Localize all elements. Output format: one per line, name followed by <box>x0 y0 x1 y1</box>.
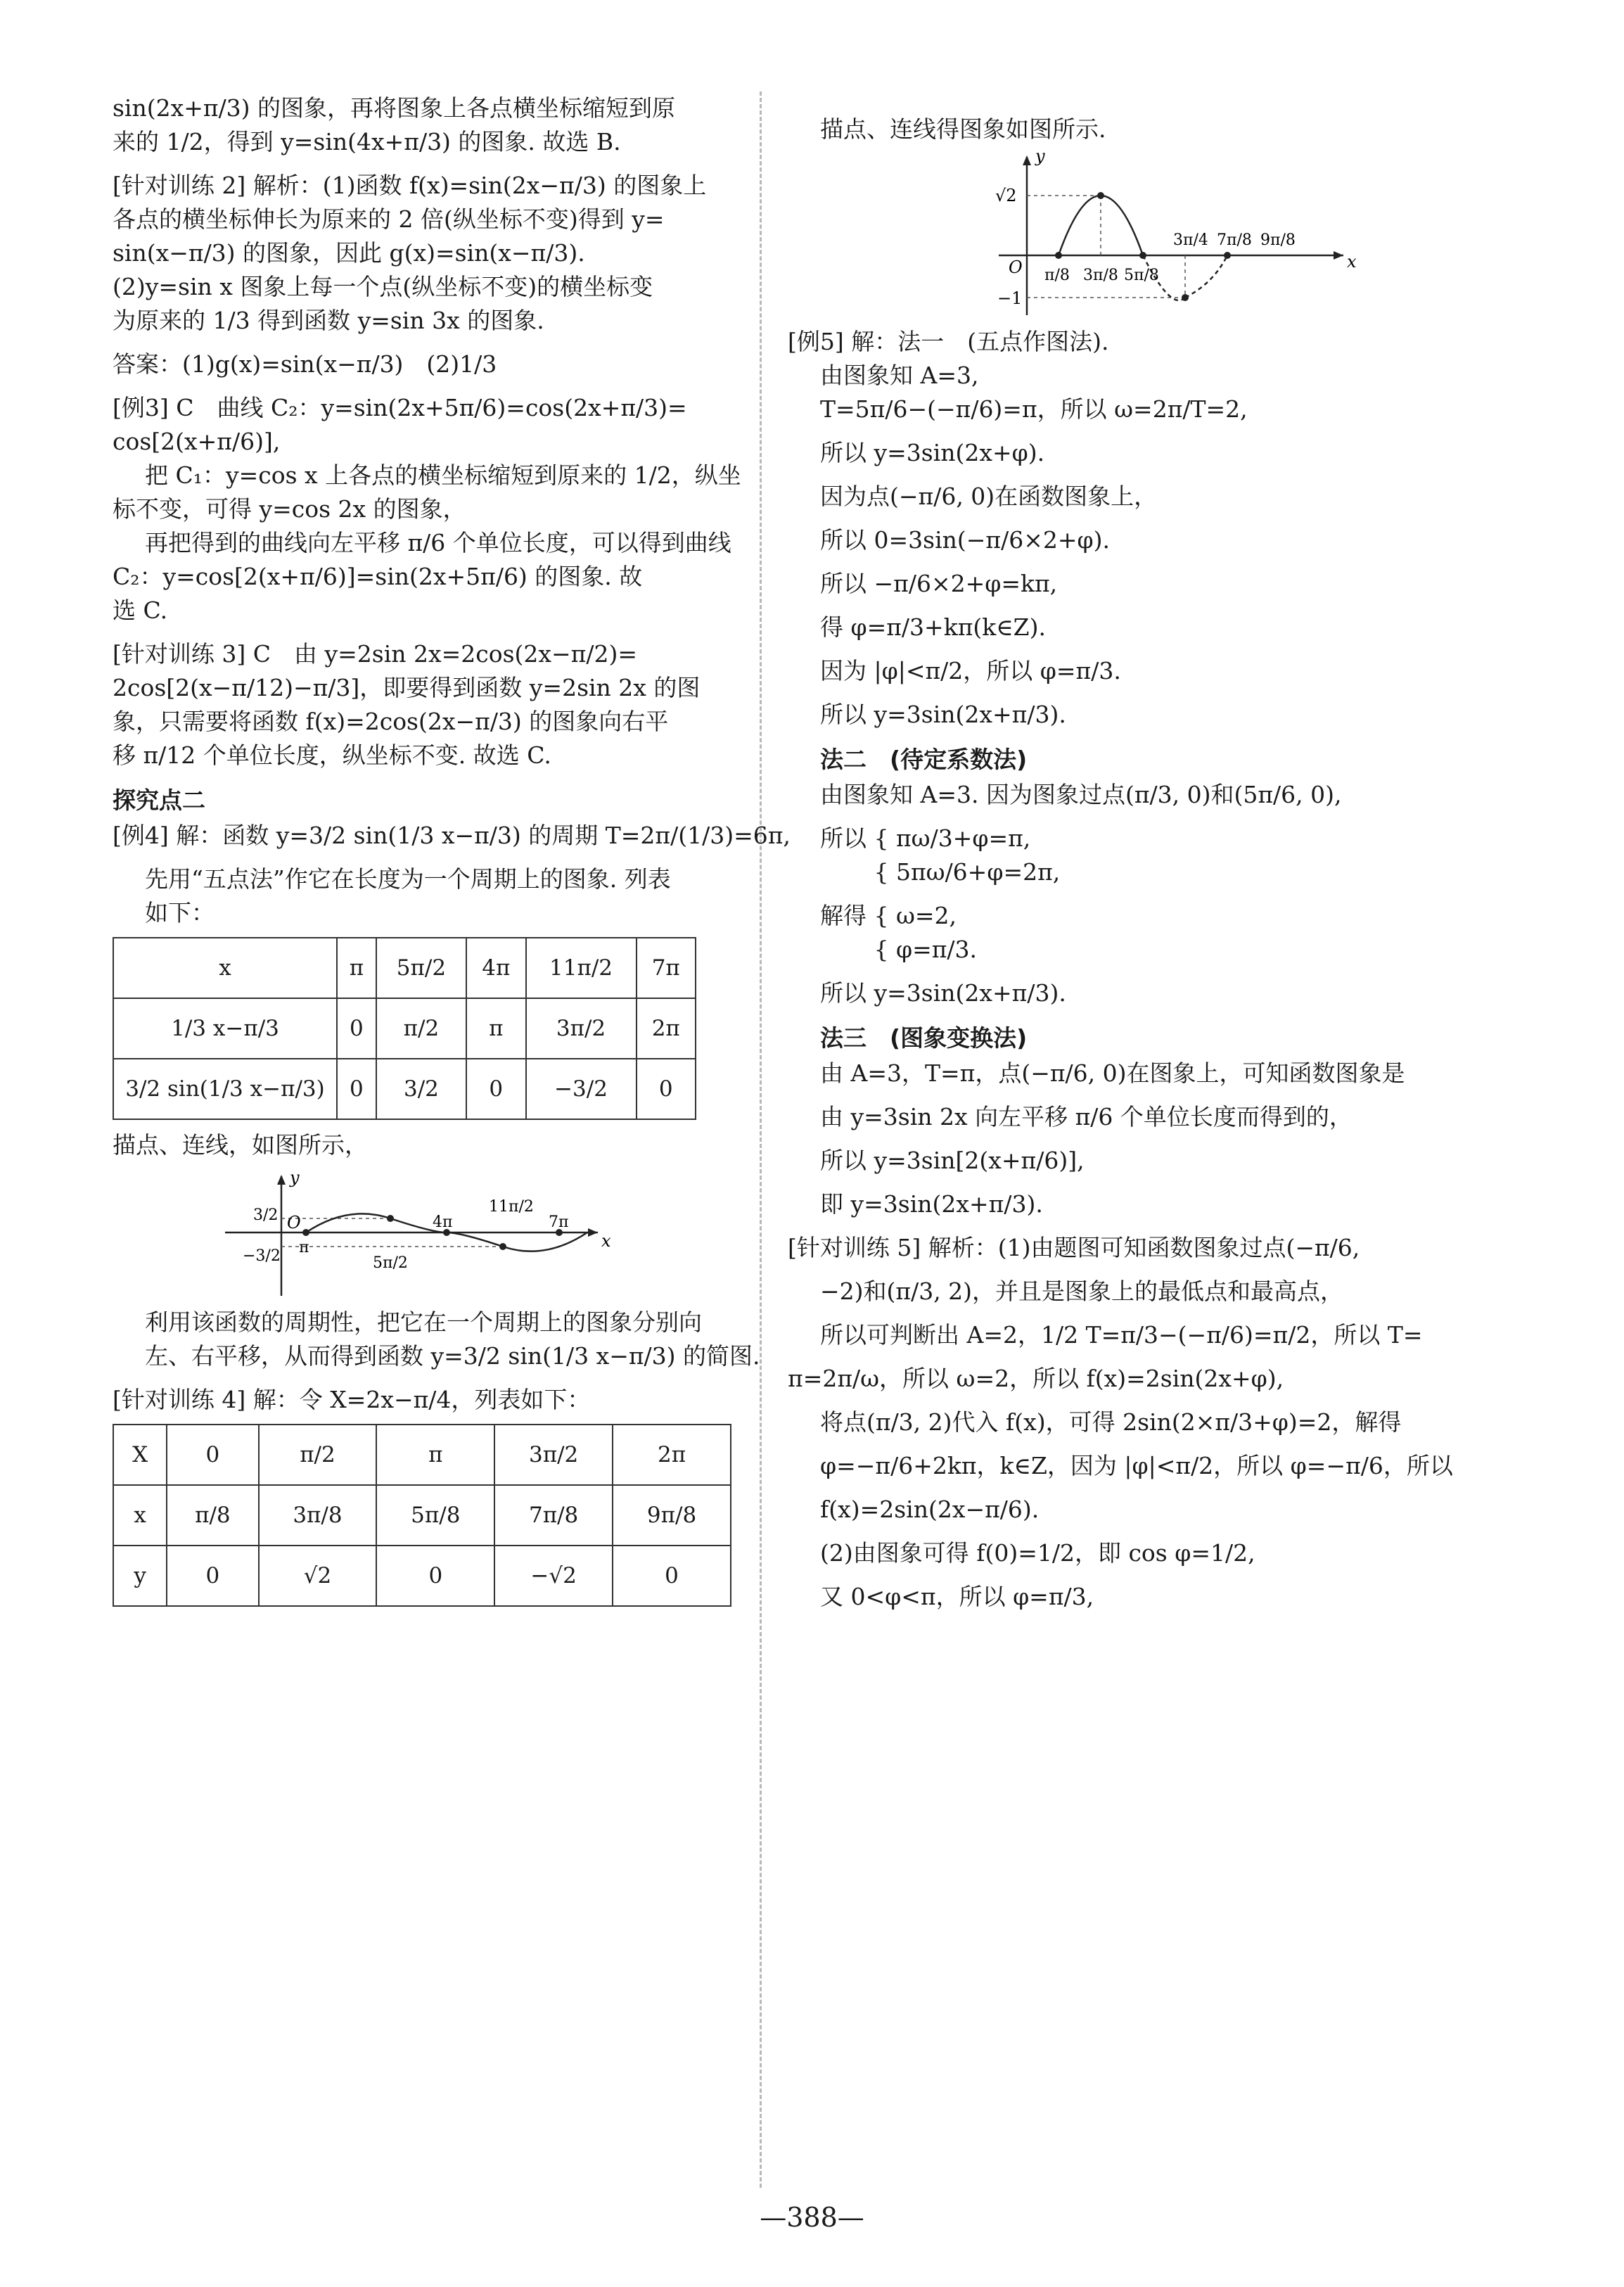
text-line: 2cos[2(x−π/12)−π/3]，即要得到函数 y=2sin 2x 的图 <box>113 674 701 701</box>
table-cell: 0 <box>637 1059 696 1119</box>
x-tick-label: 5π/2 <box>373 1254 408 1272</box>
x-tick-label: 9π/8 <box>1260 231 1296 249</box>
table-cell: 5π/8 <box>376 1485 494 1546</box>
x-tick-label: 7π/8 <box>1217 231 1252 249</box>
text-line: 由 A=3，T=π，点(−π/6, 0)在图象上，可知函数图象是 <box>820 1059 1405 1087</box>
text-line: [例5] 解：法一 (五点作图法). <box>788 328 1109 355</box>
page-number: —388— <box>760 2202 864 2233</box>
table-cell: 9π/8 <box>613 1485 731 1546</box>
text-line: [针对训练 3] C 由 y=2sin 2x=2cos(2x−π/2)= <box>113 640 637 668</box>
point <box>1224 252 1231 259</box>
text-line: 所以 y=3sin(2x+φ). <box>820 439 1045 466</box>
text-line: 为原来的 1/3 得到函数 y=sin 3x 的图象. <box>113 307 544 334</box>
text-line: [例3] C 曲线 C₂：y=sin(2x+5π/6)=cos(2x+π/3)= <box>113 394 687 421</box>
text-line: C₂：y=cos[2(x+π/6)]=sin(2x+5π/6) 的图象. 故 <box>113 563 643 590</box>
curve <box>1185 255 1227 298</box>
text-line: 利用该函数的周期性，把它在一个周期上的图象分别向 <box>145 1308 702 1336</box>
axis-x-label: x <box>601 1231 611 1251</box>
text-line: 所以 −π/6×2+φ=kπ, <box>820 570 1058 597</box>
column-divider <box>760 91 762 2188</box>
text-line: φ=−π/6+2kπ，k∈Z，因为 |φ|<π/2，所以 φ=−π/6，所以 <box>820 1452 1453 1479</box>
text-line: { 5πω/6+φ=2π, <box>820 858 1061 886</box>
text-line: sin(x−π/3) 的图象，因此 g(x)=sin(x−π/3). <box>113 239 585 267</box>
table-cell: 1/3 x−π/3 <box>113 998 337 1059</box>
table-cell: 0 <box>167 1425 258 1485</box>
table-cell: 2π <box>637 998 696 1059</box>
point <box>1055 252 1062 259</box>
table-cell: π <box>337 938 376 998</box>
table-cell: 0 <box>167 1546 258 1606</box>
text-line: 所以 y=3sin(2x+π/3). <box>820 979 1066 1007</box>
origin-label: O <box>1009 257 1023 277</box>
x-tick-label: 4π <box>433 1213 453 1231</box>
table-cell: 0 <box>466 1059 525 1119</box>
text-line: 即 y=3sin(2x+π/3). <box>820 1190 1043 1218</box>
method-heading: 法三 (图象变换法) <box>820 1024 1028 1052</box>
text-line: 所以 0=3sin(−π/6×2+φ). <box>820 526 1110 554</box>
point <box>1097 192 1104 199</box>
axis-y-label: y <box>1035 146 1045 166</box>
text-line: { φ=π/3. <box>820 936 978 963</box>
table-cell: X <box>113 1425 167 1485</box>
table-cell: 3π/2 <box>526 998 637 1059</box>
point <box>1182 294 1189 301</box>
table-cell: √2 <box>259 1546 377 1606</box>
table-cell: π/2 <box>259 1425 377 1485</box>
text-line: 象，只需要将函数 f(x)=2cos(2x−π/3) 的图象向右平 <box>113 708 669 735</box>
text-line: T=5π/6−(−π/6)=π，所以 ω=2π/T=2, <box>820 395 1248 423</box>
text-line: 选 C. <box>113 597 168 624</box>
y-tick-label: 3/2 <box>253 1206 279 1224</box>
text-line: (2)y=sin x 图象上每一个点(纵坐标不变)的横坐标变 <box>113 273 653 300</box>
text-line: 由 y=3sin 2x 向左平移 π/6 个单位长度而得到的， <box>820 1103 1353 1130</box>
table-cell: 3/2 sin(1/3 x−π/3) <box>113 1059 337 1119</box>
text-line: 所以 y=3sin[2(x+π/6)], <box>820 1147 1085 1174</box>
text-line: 将点(π/3, 2)代入 f(x)，可得 2sin(2×π/3+φ)=2，解得 <box>820 1408 1402 1436</box>
left-column <box>113 91 791 1615</box>
table-row <box>113 998 696 1059</box>
text-line: [例4] 解：函数 y=3/2 sin(1/3 x−π/3) 的周期 T=2π/(1/3)=6π, <box>113 822 791 849</box>
text-line: 各点的横坐标伸长为原来的 2 倍(纵坐标不变)得到 y= <box>113 205 665 233</box>
sine-graph-2 <box>788 146 1491 322</box>
curve <box>447 1232 503 1247</box>
y-tick-label: −3/2 <box>243 1247 281 1265</box>
table-cell: π <box>466 998 525 1059</box>
table-cell: x <box>113 938 337 998</box>
x-tick-label: π <box>299 1239 309 1256</box>
method-heading: 法二 (待定系数法) <box>820 746 1028 773</box>
table-cell: −3/2 <box>526 1059 637 1119</box>
text-line: [针对训练 4] 解：令 X=2x−π/4，列表如下： <box>113 1386 591 1413</box>
table-cell: 0 <box>376 1546 494 1606</box>
table-five-points-1 <box>113 937 696 1120</box>
text-line: 所以可判断出 A=2，1/2 T=π/3−(−π/6)=π/2，所以 T= <box>820 1321 1423 1349</box>
table-cell: 3π/8 <box>259 1485 377 1546</box>
text-line: 所以 y=3sin(2x+π/3). <box>820 701 1066 728</box>
text-line: 因为 |φ|<π/2，所以 φ=π/3. <box>820 657 1121 684</box>
text-line: 如下： <box>145 899 215 926</box>
table-row <box>113 1425 731 1485</box>
x-tick-label: 7π <box>549 1213 569 1231</box>
table-cell: π/8 <box>167 1485 258 1546</box>
x-tick-label: 5π/8 <box>1124 267 1159 284</box>
x-axis-arrow <box>1334 251 1343 260</box>
axis-x-label: x <box>1347 252 1357 272</box>
y-tick-label: −1 <box>997 288 1023 308</box>
text-line: 因为点(−π/6, 0)在函数图象上， <box>820 483 1158 510</box>
x-tick-label: 11π/2 <box>489 1198 534 1216</box>
text-line: 移 π/12 个单位长度，纵坐标不变. 故选 C. <box>113 741 551 769</box>
table-cell: 0 <box>613 1546 731 1606</box>
table-row <box>113 1059 696 1119</box>
table-cell: 4π <box>466 938 525 998</box>
text-line: cos[2(x+π/6)], <box>113 428 281 455</box>
y-tick-label: √2 <box>995 186 1017 205</box>
text-line: −2)和(π/3, 2)，并且是图象上的最低点和最高点， <box>820 1278 1344 1305</box>
table-cell: 5π/2 <box>376 938 466 998</box>
point <box>499 1243 506 1250</box>
point <box>302 1229 309 1236</box>
x-tick-label: 3π/8 <box>1083 267 1118 284</box>
x-axis-arrow <box>588 1228 598 1237</box>
text-line: sin(2x+π/3) 的图象，再将图象上各点横坐标缩短到原 <box>113 94 676 122</box>
axis-y-label: y <box>290 1168 300 1187</box>
table-cell: y <box>113 1546 167 1606</box>
text-line: [针对训练 2] 解析：(1)函数 f(x)=sin(2x−π/3) 的图象上 <box>113 172 707 199</box>
text-line: 由图象知 A=3, <box>820 362 979 389</box>
table-cell: 3/2 <box>376 1059 466 1119</box>
table-row <box>113 1546 731 1606</box>
origin-label: O <box>287 1213 301 1232</box>
point <box>1139 252 1146 259</box>
table-cell: 11π/2 <box>526 938 637 998</box>
table-row <box>113 938 696 998</box>
text-line: 再把得到的曲线向左平移 π/6 个单位长度，可以得到曲线 <box>145 529 731 556</box>
table-cell: −√2 <box>494 1546 613 1606</box>
sine-graph-1 <box>113 1162 696 1303</box>
table-cell: π/2 <box>376 998 466 1059</box>
table-five-points-2 <box>113 1424 731 1607</box>
text-line: 左、右平移，从而得到函数 y=3/2 sin(1/3 x−π/3) 的简图. <box>145 1342 760 1370</box>
answer-line: 答案：(1)g(x)=sin(x−π/3) (2)1/3 <box>113 350 497 378</box>
text-line: 描点、连线得图象如图所示. <box>820 115 1106 143</box>
text-line: 由图象知 A=3. 因为图象过点(π/3, 0)和(5π/6, 0), <box>820 781 1342 808</box>
text-line: 来的 1/2，得到 y=sin(4x+π/3) 的图象. 故选 B. <box>113 128 621 155</box>
x-tick-label: 3π/4 <box>1173 231 1208 249</box>
text-line: (2)由图象可得 f(0)=1/2，即 cos φ=1/2, <box>820 1539 1255 1567</box>
text-line: 解得 { ω=2, <box>820 902 957 929</box>
section-heading: 探究点二 <box>113 786 205 814</box>
curve <box>503 1232 587 1251</box>
text-line: 描点、连线，如图所示， <box>113 1131 368 1159</box>
table-cell: 0 <box>337 1059 376 1119</box>
table-cell: x <box>113 1485 167 1546</box>
curve <box>306 1213 390 1232</box>
text-line: 先用“五点法”作它在长度为一个周期上的图象. 列表 <box>145 865 671 893</box>
y-axis-arrow <box>277 1175 286 1185</box>
text-line: [针对训练 5] 解析：(1)由题图可知函数图象过点(−π/6, <box>788 1234 1360 1261</box>
text-line: 又 0<φ<π，所以 φ=π/3, <box>820 1583 1094 1610</box>
text-line: 把 C₁：y=cos x 上各点的横坐标缩短到原来的 1/2，纵坐 <box>145 461 741 489</box>
table-cell: 2π <box>613 1425 731 1485</box>
y-axis-arrow <box>1023 155 1031 165</box>
text-line: 所以 { πω/3+φ=π, <box>820 824 1031 852</box>
table-row <box>113 1485 731 1546</box>
right-column <box>788 113 1498 1624</box>
text-line: 得 φ=π/3+kπ(k∈Z). <box>820 613 1046 641</box>
table-cell: 7π/8 <box>494 1485 613 1546</box>
text-line: π=2π/ω，所以 ω=2，所以 f(x)=2sin(2x+φ), <box>788 1365 1284 1392</box>
x-tick-label: π/8 <box>1044 267 1070 284</box>
text-line: 标不变，可得 y=cos 2x 的图象， <box>113 495 466 523</box>
text-line: f(x)=2sin(2x−π/6). <box>820 1496 1040 1523</box>
table-cell: 0 <box>337 998 376 1059</box>
table-cell: π <box>376 1425 494 1485</box>
table-cell: 7π <box>637 938 696 998</box>
table-cell: 3π/2 <box>494 1425 613 1485</box>
point <box>387 1215 394 1222</box>
